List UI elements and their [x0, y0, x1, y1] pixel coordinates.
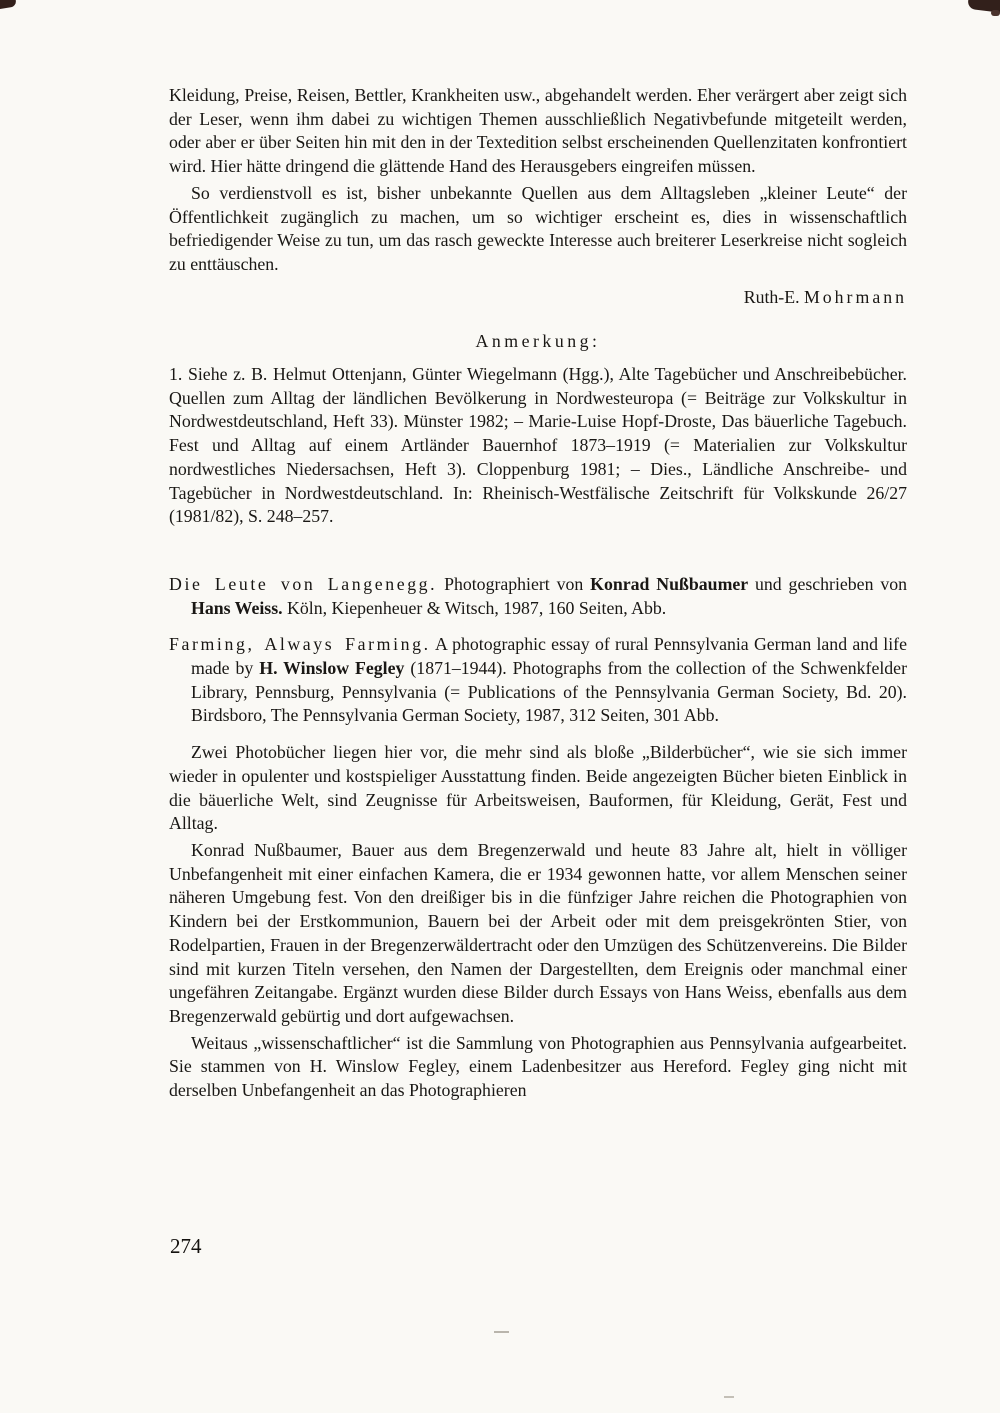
scan-artifact-bottom-dot — [724, 1396, 734, 1398]
paragraph-review1-closing: So verdienstvoll es ist, bisher unbekannte Quellen aus dem Alltagsleben „kleiner Leute“ der Öffentlichkeit zugänglich zu machen, um so wichtiger erscheint es, dies in wissenschaftlich befriedigender Weise zu tun, um das rasch geweckte Interesse auch breiterer Leserkreise nicht sogleich zu enttäuschen. — [169, 182, 907, 274]
scan-artifact-bottom-dash — [494, 1331, 509, 1333]
book-entry-2-imprint: (1871–1944). Photographs from the collection of the Schwenkfelder Library, Pennsburg, Pennsylvania (= Publications of the Pennsylvania German Society, Bd. 20). Birdsboro, The Pennsylvania German Society, 1987, 312 Seiten, 301 Abb. — [191, 658, 907, 726]
footnote-1: 1. Siehe z. B. Helmut Ottenjann, Günter Wiegelmann (Hgg.), Alte Tagebücher und Anschreibebücher. Quellen zum Alltag der ländlichen Bevölkerung in Nordwesteuropa (= Beiträge zur Volkskultur in Nordwestdeutschland, Heft 33). Münster 1982; – Marie-Luise Hopf-Droste, Das bäuerliche Tagebuch. Fest und Alltag auf einem Artländer Bauernhof 1873–1919 (= Materialien zur Volkskultur nordwestliches Niedersachsen, Heft 3). Cloppenburg 1981; – Dies., Ländliche Anschreibe- und Tagebücher in Nordwestdeutschland. In: Rheinisch-Westfälische Zeitschrift für Volkskunde 26/27 (1981/82), S. 248–257. — [169, 364, 907, 527]
book-entry-2 — [169, 633, 907, 728]
paragraph-review2-nussbaumer: Konrad Nußbaumer, Bauer aus dem Bregenzerwald und heute 83 Jahre alt, hielt in völliger Unbefangenheit mit einer einfachen Kamera, die er 1934 gewonnen hatte, vor allem Menschen seiner näheren Umgebung fest. Von den dreißiger bis in die fünfziger Jahre reichen die Photographien von Kindern bei der Erstkommunion, Bauern bei der Arbeit oder mit dem preisgekrönten Stier, von Rodelpartien, Frauen in der Bregenzerwäldertracht oder den Umzügen des Schützenvereins. Die Bilder sind mit kurzen Titeln versehen, den Namen der Dargestellten, dem Ereignis oder manchmal einer ungefähren Zeitangabe. Ergänzt wurden diese Bilder durch Essays von Hans Weiss, ebenfalls aus dem Bregenzerwald gebürtig und dort aufgewachsen. — [169, 839, 907, 1026]
page-number: 274 — [170, 1234, 202, 1258]
section-gap — [169, 529, 907, 573]
scan-artifact-top-right-small — [991, 10, 1000, 16]
book-entry-1-title: Die Leute von Langenegg. — [169, 573, 438, 594]
book-entry-1 — [169, 573, 907, 620]
text-block — [169, 84, 907, 1103]
reviewer-signature — [169, 286, 907, 310]
book-entry-1-text: Photographiert von — [437, 573, 591, 594]
paragraph-review2-fegley: Weitaus „wissenschaftlicher“ ist die Sammlung von Photographien aus Pennsylvania aufgearbeitet. Sie stammen von H. Winslow Fegley, einem Ladenbesitzer aus Hereford. Fegley ging nicht mit derselben Unbefangenheit an das Photographieren — [169, 1032, 907, 1101]
book-entry-2-text: A photographic essay of rural Pennsylvania German land and life made by — [191, 634, 907, 679]
book-entry-2-author: H. Winslow Fegley — [259, 658, 405, 679]
paragraph-review2-intro: Zwei Photobücher liegen hier vor, die mehr sind als bloße „Bilderbücher“, wie sie sich immer wieder in opulenter und kostspieliger Ausstattung finden. Beide angezeigten Bücher bieten Einblick in die bäuerliche Welt, sind Zeugnisse für Arbeitsweisen, Bauformen, für Kleidung, Gerät, Fest und Alltag. — [169, 742, 907, 834]
book-entry-1-author: Hans Weiss. — [191, 597, 283, 618]
scan-artifact-top-left — [0, 0, 17, 9]
book-entry-2-title: Farming, Always Farming. — [169, 634, 431, 655]
book-entry-1-imprint: Köln, Kiepenheuer & Witsch, 1987, 160 Seiten, Abb. — [282, 597, 667, 618]
signature-prefix: Ruth-E. — [743, 286, 804, 307]
book-entry-1-text-2: und geschrieben von — [748, 573, 907, 594]
notes-heading: Anmerkung: — [475, 331, 601, 352]
signature-name: Mohrmann — [803, 286, 907, 307]
book-entry-1-photographer: Konrad Nußbaumer — [590, 573, 749, 594]
paragraph-review1-continuation: Kleidung, Preise, Reisen, Bettler, Krankheiten usw., abgehandelt werden. Eher verärgert aber zeigt sich der Leser, wenn ihm dabei zu wichtigen Themen ausschließlich Negativbefunde mitgeteilt werden, oder aber er über Seiten hin mit den in der Textedition selbst erscheinenden Quellenzitaten konfrontiert wird. Hier hätte dringend die glättende Hand des Herausgebers eingreifen müssen. — [169, 85, 907, 177]
